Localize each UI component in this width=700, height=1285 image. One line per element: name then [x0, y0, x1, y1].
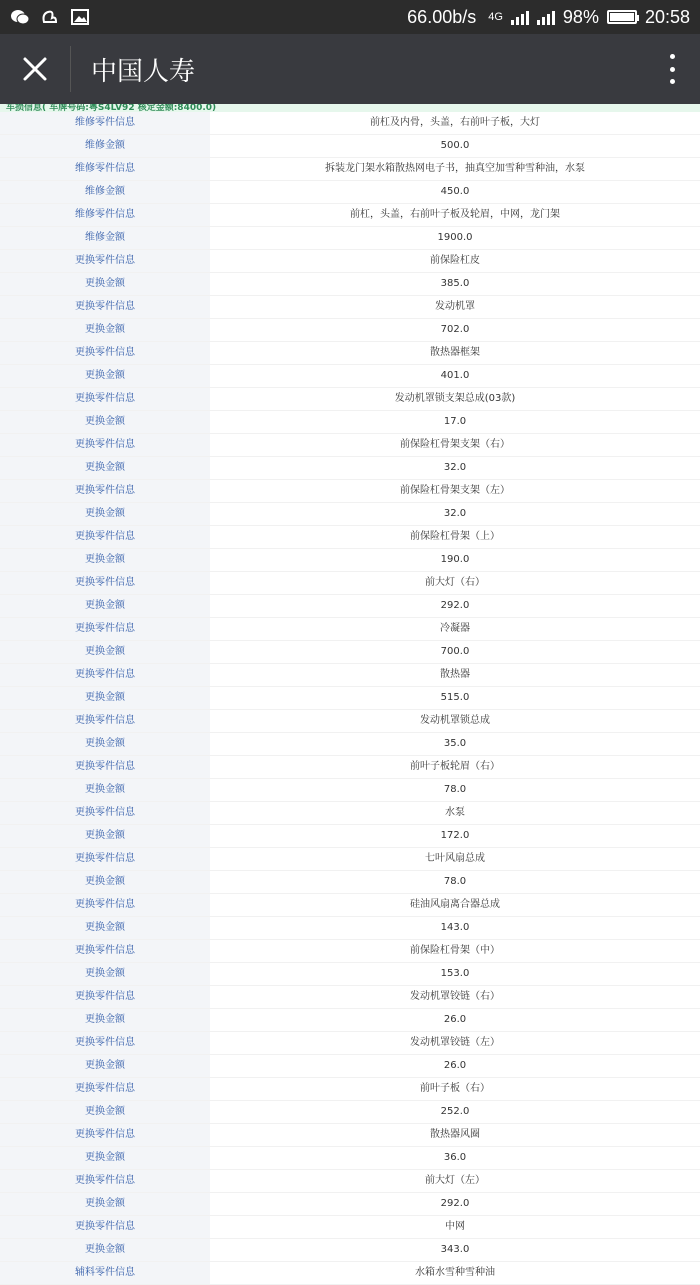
row-label: 更换零件信息 — [0, 1124, 210, 1146]
table-row — [0, 480, 700, 503]
table-row — [0, 687, 700, 710]
table-row — [0, 1055, 700, 1078]
table-row — [0, 1101, 700, 1124]
table-row — [0, 779, 700, 802]
row-label: 更换金额 — [0, 273, 210, 295]
row-value: 前杠及内骨，头盖，右前叶子板，大灯 — [370, 117, 540, 128]
row-label: 辅料零件信息 — [0, 1262, 210, 1284]
row-value: 硅油风扇离合器总成 — [410, 899, 500, 910]
row-value: 702.0 — [440, 324, 470, 335]
row-value: 515.0 — [440, 692, 470, 703]
row-value: 292.0 — [440, 600, 470, 611]
row-value: 前保险杠骨架支架（右） — [400, 439, 510, 450]
time: 20:58 — [644, 6, 690, 27]
row-value: 发动机罩铰链（左） — [410, 1037, 500, 1048]
row-value: 401.0 — [440, 370, 470, 381]
row-value: 17.0 — [443, 416, 467, 427]
row-label: 更换金额 — [0, 779, 210, 801]
more-vertical-icon — [670, 54, 675, 59]
table-row — [0, 181, 700, 204]
row-value: 中网 — [445, 1221, 465, 1232]
row-label: 更换金额 — [0, 503, 210, 525]
table-row — [0, 802, 700, 825]
row-value: 172.0 — [440, 830, 470, 841]
row-value: 450.0 — [440, 186, 470, 197]
table-row — [0, 411, 700, 434]
row-label: 更换零件信息 — [0, 388, 210, 410]
row-label: 维修零件信息 — [0, 158, 210, 180]
row-label: 更换金额 — [0, 365, 210, 387]
table-row — [0, 1147, 700, 1170]
table-row — [0, 112, 700, 135]
table-row — [0, 1032, 700, 1055]
row-value: 385.0 — [440, 278, 470, 289]
table-row — [0, 319, 700, 342]
row-value: 前大灯（左） — [425, 1175, 485, 1186]
table-row — [0, 365, 700, 388]
battery-icon — [607, 10, 637, 24]
row-label: 更换金额 — [0, 319, 210, 341]
page-title: 中国人寿 — [91, 56, 196, 87]
table-row — [0, 733, 700, 756]
row-value: 78.0 — [443, 784, 467, 795]
table-row — [0, 158, 700, 181]
row-label: 更换金额 — [0, 1101, 210, 1123]
row-value: 发动机罩铰链（右） — [410, 991, 500, 1002]
row-value: 36.0 — [443, 1152, 467, 1163]
row-label: 更换金额 — [0, 917, 210, 939]
row-value: 前保险杠骨架（上） — [410, 531, 500, 542]
table-row — [0, 296, 700, 319]
table-row — [0, 1216, 700, 1239]
row-label: 更换零件信息 — [0, 296, 210, 318]
row-value: 78.0 — [443, 876, 467, 887]
row-label: 更换金额 — [0, 1009, 210, 1031]
status-bar-left — [10, 7, 90, 27]
row-value: 散热器框架 — [430, 347, 480, 358]
network-speed: 66.00b/s — [407, 6, 477, 27]
row-value: 143.0 — [440, 922, 470, 933]
row-value: 343.0 — [440, 1244, 470, 1255]
table-row — [0, 710, 700, 733]
table-row — [0, 756, 700, 779]
more-menu-button[interactable] — [662, 54, 682, 84]
row-value: 发动机罩 — [435, 301, 475, 312]
row-label: 更换零件信息 — [0, 710, 210, 732]
row-value: 前保险杠骨架支架（左） — [400, 485, 510, 496]
row-label: 更换金额 — [0, 549, 210, 571]
table-row — [0, 572, 700, 595]
row-label: 更换金额 — [0, 641, 210, 663]
row-value: 190.0 — [440, 554, 470, 565]
row-label: 更换零件信息 — [0, 756, 210, 778]
row-value: 252.0 — [440, 1106, 470, 1117]
close-button[interactable] — [0, 34, 70, 104]
table-row — [0, 986, 700, 1009]
row-label: 维修金额 — [0, 181, 210, 203]
row-label: 更换金额 — [0, 687, 210, 709]
row-label: 更换金额 — [0, 457, 210, 479]
app-bar-divider — [70, 46, 71, 92]
table-row — [0, 917, 700, 940]
network-type: 4G — [488, 11, 503, 23]
row-value: 1900.0 — [437, 232, 473, 243]
table-row — [0, 641, 700, 664]
row-value: 水箱水雪种雪种油 — [415, 1267, 495, 1278]
row-value: 发动机罩锁支架总成(03款) — [394, 393, 516, 404]
table-row — [0, 250, 700, 273]
row-label: 更换零件信息 — [0, 894, 210, 916]
content — [0, 104, 700, 1285]
row-label: 更换零件信息 — [0, 1170, 210, 1192]
row-label: 更换零件信息 — [0, 1078, 210, 1100]
row-label: 更换金额 — [0, 411, 210, 433]
damage-summary-header: 车损信息( 车牌号码:粤S4LV92 核定金额:8400.0) — [0, 104, 700, 112]
row-label: 更换零件信息 — [0, 342, 210, 364]
table-row — [0, 273, 700, 296]
table-row — [0, 664, 700, 687]
row-label: 更换零件信息 — [0, 250, 210, 272]
row-label: 更换零件信息 — [0, 1032, 210, 1054]
row-value: 292.0 — [440, 1198, 470, 1209]
table-row — [0, 388, 700, 411]
row-label: 更换金额 — [0, 963, 210, 985]
row-label: 维修零件信息 — [0, 112, 210, 134]
row-label: 维修金额 — [0, 227, 210, 249]
row-value: 前大灯（右） — [425, 577, 485, 588]
table-row — [0, 204, 700, 227]
row-label: 维修零件信息 — [0, 204, 210, 226]
row-value: 发动机罩锁总成 — [420, 715, 490, 726]
table-row — [0, 1170, 700, 1193]
wechat-icon — [10, 7, 30, 27]
row-value: 前保险杠骨架（中） — [410, 945, 500, 956]
table-row — [0, 434, 700, 457]
table-row — [0, 871, 700, 894]
row-label: 更换零件信息 — [0, 848, 210, 870]
row-label: 更换零件信息 — [0, 572, 210, 594]
row-label: 维修金额 — [0, 135, 210, 157]
table-row — [0, 894, 700, 917]
table-row — [0, 342, 700, 365]
row-label: 更换零件信息 — [0, 480, 210, 502]
table-row — [0, 227, 700, 250]
app-bar — [0, 34, 700, 104]
row-label: 更换零件信息 — [0, 986, 210, 1008]
row-label: 更换金额 — [0, 1055, 210, 1077]
battery-percent: 98% — [562, 6, 599, 27]
row-label: 更换零件信息 — [0, 434, 210, 456]
row-label: 更换零件信息 — [0, 618, 210, 640]
row-value: 前叶子板轮眉（右） — [410, 761, 500, 772]
row-label: 更换金额 — [0, 595, 210, 617]
row-value: 前叶子板（右） — [420, 1083, 490, 1094]
table-row — [0, 1078, 700, 1101]
squirrel-icon — [40, 7, 60, 27]
row-label: 更换金额 — [0, 825, 210, 847]
table-row — [0, 1193, 700, 1216]
row-value: 32.0 — [443, 508, 467, 519]
status-bar-right — [407, 7, 690, 28]
table-row — [0, 1124, 700, 1147]
row-value: 散热器 — [440, 669, 470, 680]
image-icon — [70, 7, 90, 27]
signal-icon-2 — [537, 9, 555, 25]
row-value: 26.0 — [443, 1014, 467, 1025]
row-label: 更换零件信息 — [0, 802, 210, 824]
row-label: 更换零件信息 — [0, 940, 210, 962]
row-value: 七叶风扇总成 — [425, 853, 485, 864]
close-icon — [22, 56, 48, 82]
row-value: 32.0 — [443, 462, 467, 473]
row-value: 冷凝器 — [440, 623, 470, 634]
row-value: 前杠，头盖，右前叶子板及轮眉，中网，龙门架 — [350, 209, 560, 220]
row-label: 更换零件信息 — [0, 526, 210, 548]
table-row — [0, 457, 700, 480]
table-row — [0, 526, 700, 549]
damage-table — [0, 112, 700, 1285]
row-label: 更换金额 — [0, 1147, 210, 1169]
row-label: 更换金额 — [0, 871, 210, 893]
table-row — [0, 940, 700, 963]
row-value: 26.0 — [443, 1060, 467, 1071]
row-value: 500.0 — [440, 140, 470, 151]
row-label: 更换零件信息 — [0, 1216, 210, 1238]
row-value: 153.0 — [440, 968, 470, 979]
row-value: 散热器风圈 — [430, 1129, 480, 1140]
table-row — [0, 1262, 700, 1285]
table-row — [0, 963, 700, 986]
signal-icon — [511, 9, 529, 25]
table-row — [0, 618, 700, 641]
table-row — [0, 825, 700, 848]
table-row — [0, 1239, 700, 1262]
table-row — [0, 595, 700, 618]
row-value: 前保险杠皮 — [430, 255, 480, 266]
row-label: 更换金额 — [0, 733, 210, 755]
table-row — [0, 503, 700, 526]
table-row — [0, 1009, 700, 1032]
status-bar — [0, 0, 700, 34]
table-row — [0, 549, 700, 572]
row-value: 水泵 — [445, 807, 465, 818]
row-value: 拆装龙门架水箱散热网电子书，抽真空加雪种雪种油，水泵 — [325, 163, 585, 174]
table-row — [0, 848, 700, 871]
row-value: 700.0 — [440, 646, 470, 657]
row-label: 更换金额 — [0, 1239, 210, 1261]
row-label: 更换零件信息 — [0, 664, 210, 686]
row-value: 35.0 — [443, 738, 467, 749]
table-row — [0, 135, 700, 158]
row-label: 更换金额 — [0, 1193, 210, 1215]
